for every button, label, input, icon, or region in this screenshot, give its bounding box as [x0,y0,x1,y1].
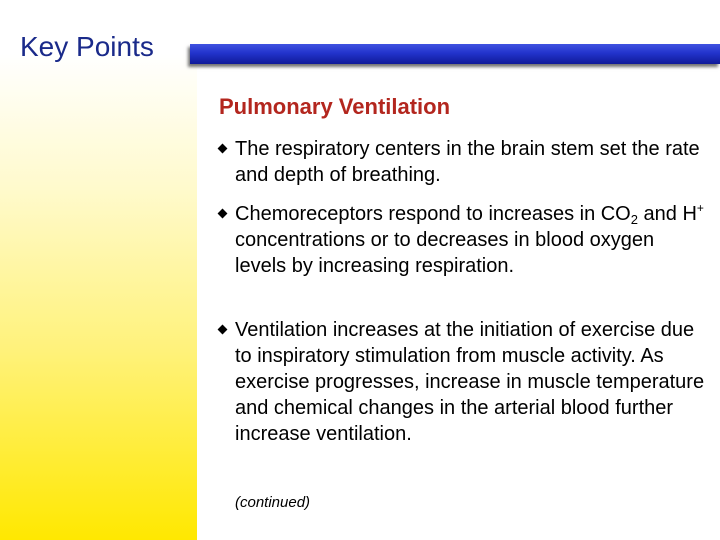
superscript-plus: + [696,201,704,215]
continued-label: (continued) [235,494,311,511]
bullet-text: Ventilation increases at the initiation of exercise due to inspiratory stimulation from muscle activity. As exercise progresses, increase in muscle temperature and chemical changes in the arterial blood further increase ventilation. [235,319,705,445]
bullet-point [219,317,709,447]
bullet-point [219,201,709,279]
header-bar [190,44,720,64]
bullet-text: The respiratory centers in the brain stem set the rate and depth of breathing. [235,138,700,186]
bullet-text [219,201,709,279]
bullet-text-part: concentrations or to decreases in blood oxygen levels by increasing respiration. [235,229,655,277]
subscript-2: 2 [630,212,638,227]
side-gradient-panel [0,0,197,540]
bullet-point [219,136,709,188]
bullet-text-part: and H [637,203,697,225]
bullet-text-part: Chemoreceptors respond to increases in CO [235,203,631,225]
section-heading: Pulmonary Ventilation [219,94,451,119]
page-title: Key Points [20,31,154,62]
